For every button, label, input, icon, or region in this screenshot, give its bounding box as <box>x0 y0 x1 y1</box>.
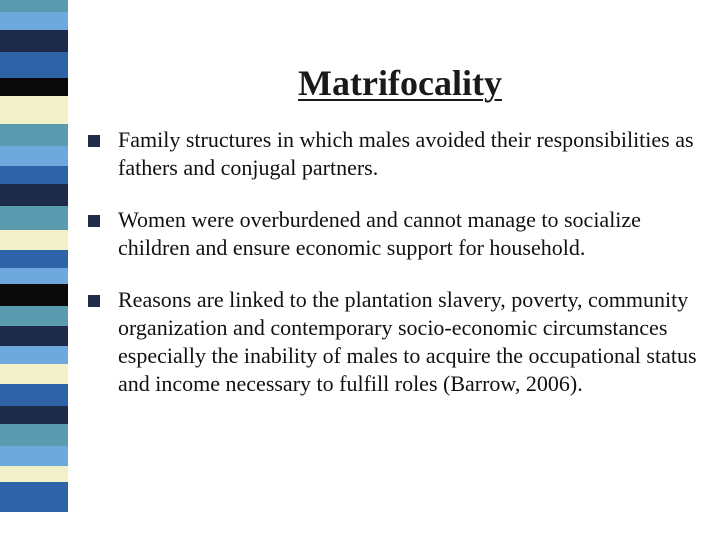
square-bullet-icon <box>88 135 100 147</box>
stripe-segment <box>0 0 68 12</box>
slide-title: Matrifocality <box>298 63 502 103</box>
stripe-segment <box>0 384 68 406</box>
stripe-segment <box>0 146 68 166</box>
bullet-text: Family structures in which males avoided their responsibilities as fathers and conjugal partners. <box>118 127 694 180</box>
stripe-segment <box>0 124 68 146</box>
stripe-segment <box>0 268 68 284</box>
bullet-text: Reasons are linked to the plantation slavery, poverty, community organization and contemporary socio-economic circumstances especially the inability of males to acquire the occupational status and income necessary to fulfill roles (Barrow, 2006). <box>118 287 697 396</box>
decorative-stripe-bar <box>0 0 68 540</box>
stripe-segment <box>0 250 68 268</box>
stripe-segment <box>0 326 68 346</box>
stripe-segment <box>0 184 68 206</box>
square-bullet-icon <box>88 215 100 227</box>
stripe-segment <box>0 306 68 326</box>
stripe-segment <box>0 96 68 124</box>
stripe-segment <box>0 230 68 250</box>
stripe-segment <box>0 78 68 96</box>
stripe-segment <box>0 166 68 184</box>
stripe-segment <box>0 206 68 230</box>
stripe-segment <box>0 364 68 384</box>
square-bullet-icon <box>88 295 100 307</box>
stripe-segment <box>0 52 68 78</box>
stripe-segment <box>0 424 68 446</box>
bullet-item <box>88 286 708 398</box>
stripe-segment <box>0 466 68 482</box>
bullet-list <box>88 126 708 422</box>
stripe-segment <box>0 12 68 30</box>
stripe-segment <box>0 346 68 364</box>
stripe-segment <box>0 446 68 466</box>
stripe-segment <box>0 406 68 424</box>
stripe-segment <box>0 30 68 52</box>
stripe-segment <box>0 284 68 306</box>
bullet-item <box>88 206 708 262</box>
stripe-segment <box>0 482 68 512</box>
bullet-text: Women were overburdened and cannot manage to socialize children and ensure economic support for household. <box>118 207 641 260</box>
bullet-item <box>88 126 708 182</box>
